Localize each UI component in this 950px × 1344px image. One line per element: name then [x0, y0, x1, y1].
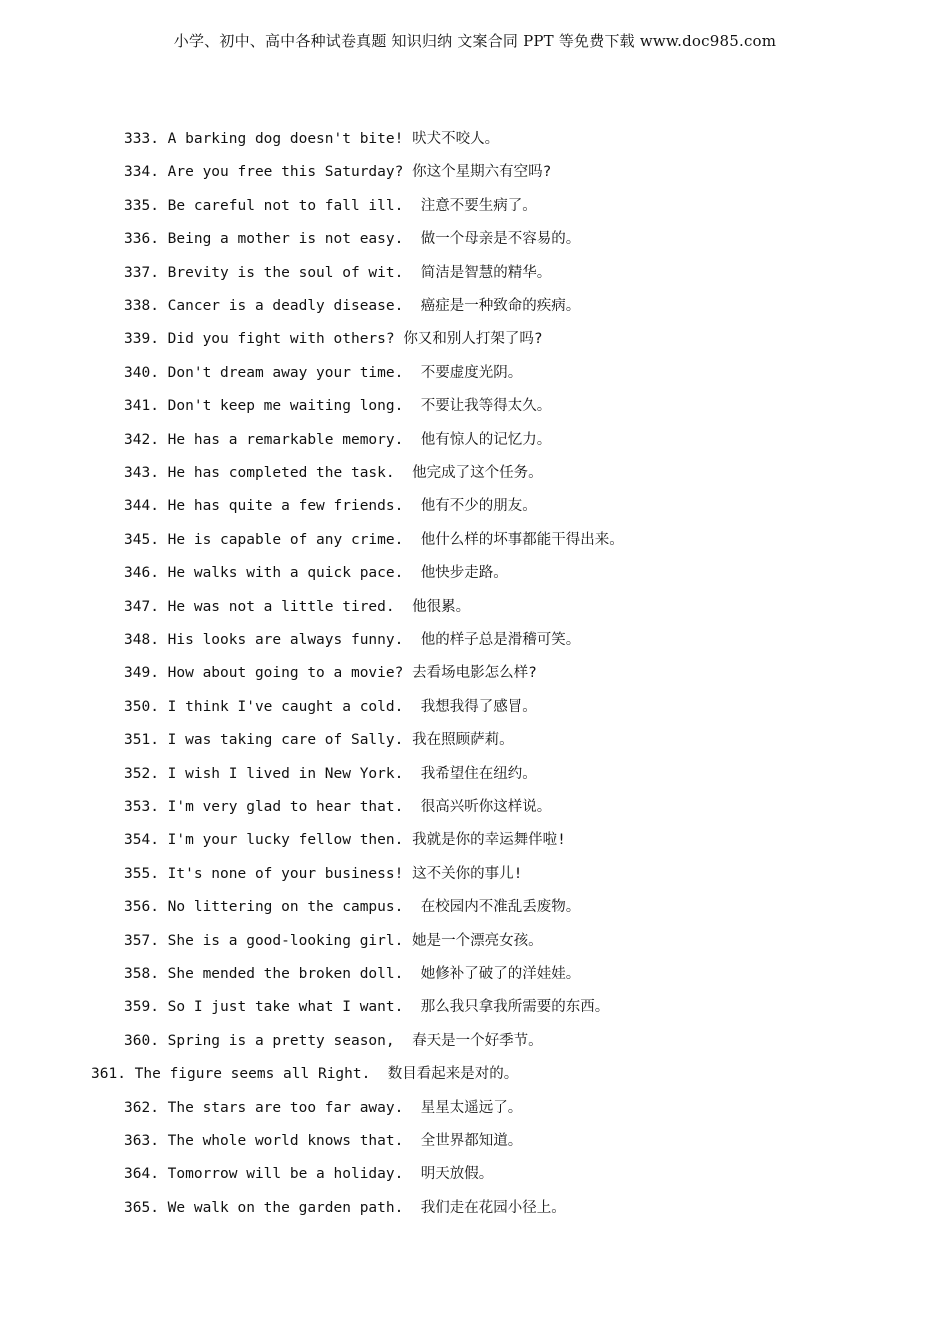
- list-item: 333. A barking dog doesn't bite! 吠犬不咬人。: [124, 131, 500, 147]
- list-item: 355. It's none of your business! 这不关你的事儿!: [124, 865, 523, 882]
- list-item: 357. She is a good-looking girl. 她是一个漂亮女孩。: [124, 932, 543, 949]
- list-item: 349. How about going to a movie? 去看场电影怎么样?: [124, 665, 537, 682]
- list-item: 363. The whole world knows that. 全世界都知道。: [124, 1133, 523, 1149]
- list-item: 340. Don't dream away your time. 不要虚度光阴。: [124, 364, 523, 381]
- list-item: 359. So I just take what I want. 那么我只拿我所需要的东西。: [124, 999, 610, 1016]
- list-item: 364. Tomorrow will be a holiday. 明天放假。: [124, 1166, 494, 1183]
- list-item: 361. The figure seems all Right. 数目看起来是对的。: [91, 1066, 519, 1083]
- list-item: 343. He has completed the task. 他完成了这个任务。: [124, 465, 543, 481]
- list-item: 342. He has a remarkable memory. 他有惊人的记忆力。: [124, 431, 552, 448]
- list-item: 344. He has quite a few friends. 他有不少的朋友。: [124, 498, 537, 515]
- list-item: 356. No littering on the campus. 在校园内不准乱丢废物。: [124, 899, 581, 916]
- list-item: 354. I'm your lucky fellow then. 我就是你的幸运舞伴啦!: [124, 832, 566, 849]
- list-item: 335. Be careful not to fall ill. 注意不要生病了。: [124, 197, 537, 214]
- list-item: 347. He was not a little tired. 他很累。: [124, 598, 471, 615]
- list-item: 352. I wish I lived in New York. 我希望住在纽约。: [124, 765, 537, 782]
- list-item: 336. Being a mother is not easy. 做一个母亲是不容易的。: [124, 231, 581, 248]
- list-item: 353. I'm very glad to hear that. 很高兴听你这样说。: [124, 799, 552, 815]
- list-item: 346. He walks with a quick pace. 他快步走路。: [124, 565, 508, 582]
- list-item: 351. I was taking care of Sally. 我在照顾萨莉。: [124, 732, 514, 749]
- list-item: 337. Brevity is the soul of wit. 简洁是智慧的精华。: [124, 264, 552, 281]
- list-item: 345. He is capable of any crime. 他什么样的坏事都能干得出来。: [124, 531, 624, 548]
- list-item: 334. Are you free this Saturday? 你这个星期六有空吗?: [124, 164, 552, 181]
- list-item: 362. The stars are too far away. 星星太遥远了。: [124, 1099, 523, 1116]
- list-item: 341. Don't keep me waiting long. 不要让我等得太久。: [124, 398, 552, 415]
- page-header: 小学、初中、高中各种试卷真题 知识归纳 文案合同 PPT 等免费下载 www.doc985.com: [173, 32, 777, 50]
- list-item: 360. Spring is a pretty season, 春天是一个好季节。: [124, 1032, 543, 1049]
- list-item: 339. Did you fight with others? 你又和别人打架了吗?: [124, 331, 543, 348]
- list-item: 348. His looks are always funny. 他的样子总是滑稽可笑。: [124, 632, 581, 648]
- list-item: 365. We walk on the garden path. 我们走在花园小径上。: [124, 1199, 566, 1216]
- list-item: 338. Cancer is a deadly disease. 癌症是一种致命的疾病。: [124, 298, 581, 314]
- list-item: 350. I think I've caught a cold. 我想我得了感冒。: [124, 698, 537, 715]
- list-item: 358. She mended the broken doll. 她修补了破了的洋娃娃。: [124, 966, 581, 982]
